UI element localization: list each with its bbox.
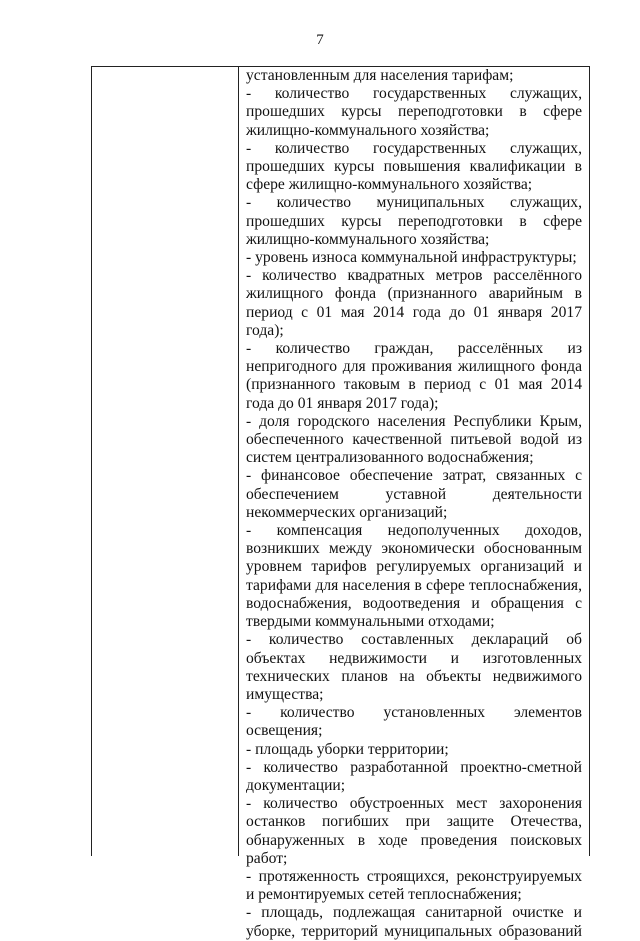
indicators-table — [91, 66, 590, 940]
list-item: - площадь, подлежащая санитарной очистке и уборке, территорий муниципальных образований — [246, 904, 582, 940]
list-item: - количество квадратных метров расселённого жилищного фонда (признанного аварийным в период с 01 мая 2014 года до 01 января 2017 года); — [246, 267, 582, 339]
list-item: - количество установленных элементов освещения; — [246, 704, 582, 740]
list-item: - финансовое обеспечение затрат, связанных с обеспечением уставной деятельности некоммерческих организаций; — [246, 467, 582, 521]
list-item: - доля городского населения Республики Крым, обеспеченного качественной питьевой водой из систем централизованного водоснабжения; — [246, 412, 582, 467]
list-item: - уровень износа коммунальной инфраструктуры; — [246, 249, 577, 267]
list-item: - площадь уборки территории; — [246, 740, 449, 758]
list-item: - количество составленных деклараций об объектах недвижимости и изготовленных технических планов на объекты недвижимого имущества; — [246, 631, 582, 703]
list-item: - количество муниципальных служащих, прошедших курсы переподготовки в сфере жилищно-коммунального хозяйства; — [246, 194, 582, 248]
list-item: - количество государственных служащих, прошедших курсы повышения квалификации в сфере жилищно-коммунального хозяйства; — [246, 139, 582, 194]
list-item: - количество обустроенных мест захоронения останков погибших при защите Отечества, обнаруженных в ходе проведения поисковых работ; — [246, 795, 582, 867]
table-right-cell — [239, 67, 589, 940]
list-item: - протяженность строящихся, реконструируемых и ремонтируемых сетей теплоснабжения; — [246, 867, 582, 904]
table-left-cell — [92, 67, 239, 856]
page-number: 7 — [316, 32, 324, 48]
list-item: установленным для населения тарифам; — [246, 67, 514, 84]
list-item: - количество граждан, расселённых из непригодного для проживания жилищного фонда (признанного таковым в период с 01 мая 2014 года до 01 января 2017 года); — [246, 340, 582, 412]
list-item: - компенсация недополученных доходов, возникших между экономически обоснованным уровнем тарифов регулируемых организаций и тарифами для населения в сфере теплоснабжения, водоснабжения, водоотведения и обращения с твердыми коммунальными отходами; — [246, 522, 582, 631]
list-item: - количество государственных служащих, прошедших курсы переподготовки в сфере жилищно-коммунального хозяйства; — [246, 85, 582, 139]
list-item: - количество разработанной проектно-сметной документации; — [246, 758, 582, 794]
